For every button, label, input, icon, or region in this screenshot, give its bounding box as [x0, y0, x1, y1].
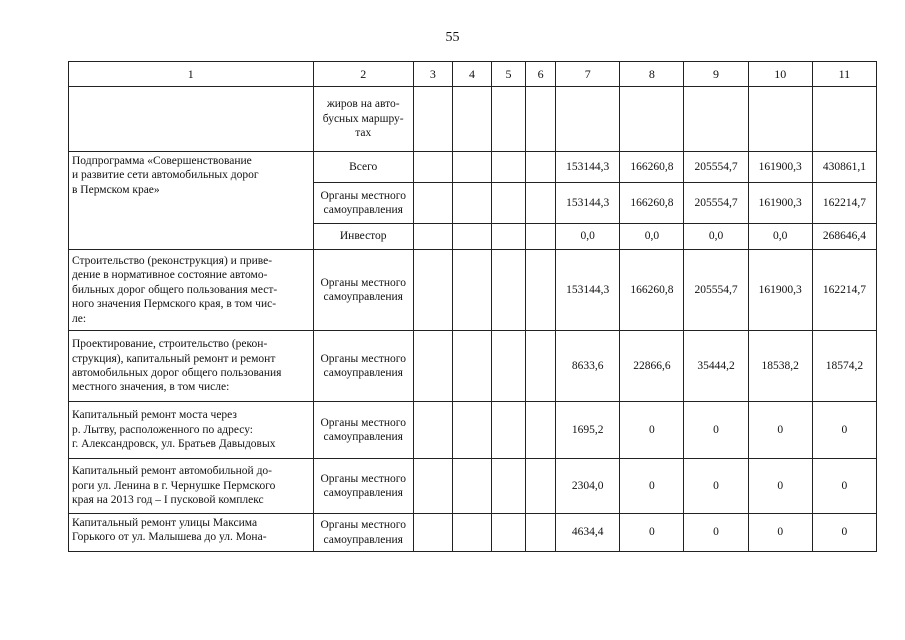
- source-cell: Органы местного самоуправления: [313, 514, 413, 552]
- table-row: [69, 87, 877, 152]
- table-row: [69, 402, 877, 459]
- value-cell: 205554,7: [684, 183, 748, 224]
- value-cell: 35444,2: [684, 331, 748, 402]
- value-cell: 162214,7: [812, 183, 876, 224]
- table-row: [69, 250, 877, 331]
- value-cell: 0: [684, 459, 748, 514]
- col-header: 5: [492, 62, 526, 87]
- source-cell: Органы местного самоуправления: [313, 331, 413, 402]
- item-name: Капитальный ремонт моста через р. Лытву, расположенного по адресу: г. Александровск, ул. Братьев Давыдовых: [69, 402, 314, 459]
- table-row: [69, 459, 877, 514]
- col-header: 9: [684, 62, 748, 87]
- value-cell: 205554,7: [684, 250, 748, 331]
- value-cell: 0: [620, 402, 684, 459]
- item-name: Капитальный ремонт улицы Максима Горького от ул. Малышева до ул. Мона-: [69, 514, 314, 552]
- value-cell: 166260,8: [620, 152, 684, 183]
- value-cell: 166260,8: [620, 183, 684, 224]
- source-cell: жиров на авто- бусных маршру- тах: [313, 87, 413, 152]
- header-row: [69, 62, 877, 87]
- source-cell: Органы местного самоуправления: [313, 250, 413, 331]
- source-cell: Органы местного самоуправления: [313, 459, 413, 514]
- source-cell: Органы местного самоуправления: [313, 402, 413, 459]
- col-header: 6: [526, 62, 556, 87]
- col-header: 4: [452, 62, 491, 87]
- source-cell: Всего: [313, 152, 413, 183]
- value-cell: 161900,3: [748, 183, 812, 224]
- value-cell: 162214,7: [812, 250, 876, 331]
- value-cell: 0,0: [684, 224, 748, 250]
- source-cell: Органы местного самоуправления: [313, 183, 413, 224]
- value-cell: 268646,4: [812, 224, 876, 250]
- col-header: 10: [748, 62, 812, 87]
- value-cell: 0: [748, 459, 812, 514]
- value-cell: 153144,3: [556, 250, 620, 331]
- value-cell: 166260,8: [620, 250, 684, 331]
- item-name: Строительство (реконструкция) и приве- дение в нормативное состояние автомо- бильных дорог общего пользования мест- ного значения Пермского края, в том чис- ле:: [69, 250, 314, 331]
- col-header: 11: [812, 62, 876, 87]
- table-row: [69, 331, 877, 402]
- value-cell: 161900,3: [748, 152, 812, 183]
- value-cell: 22866,6: [620, 331, 684, 402]
- col-header: 2: [313, 62, 413, 87]
- value-cell: 4634,4: [556, 514, 620, 552]
- value-cell: 0: [812, 402, 876, 459]
- value-cell: 161900,3: [748, 250, 812, 331]
- value-cell: 0,0: [620, 224, 684, 250]
- value-cell: 0: [812, 459, 876, 514]
- value-cell: 0: [748, 514, 812, 552]
- page-number: 55: [445, 30, 460, 45]
- value-cell: 0: [812, 514, 876, 552]
- value-cell: 153144,3: [556, 183, 620, 224]
- value-cell: 205554,7: [684, 152, 748, 183]
- value-cell: 2304,0: [556, 459, 620, 514]
- col-header: 3: [413, 62, 452, 87]
- value-cell: 0,0: [748, 224, 812, 250]
- table-row: [69, 152, 877, 183]
- value-cell: 0: [620, 514, 684, 552]
- value-cell: 0: [620, 459, 684, 514]
- value-cell: 18538,2: [748, 331, 812, 402]
- value-cell: 0: [684, 514, 748, 552]
- item-name: Проектирование, строительство (рекон- струкция), капитальный ремонт и ремонт автомобильных дорог общего пользования местного значения, в том числе:: [69, 331, 314, 402]
- value-cell: 1695,2: [556, 402, 620, 459]
- budget-table: [68, 61, 877, 552]
- subprogram-name: Подпрограмма «Совершенствование и развитие сети автомобильных дорог в Пермском крае»: [69, 152, 314, 250]
- item-name: Капитальный ремонт автомобильной до- роги ул. Ленина в г. Чернушке Пермского края на 2013 год – I пусковой комплекс: [69, 459, 314, 514]
- col-header: 7: [556, 62, 620, 87]
- table-row: [69, 514, 877, 552]
- col-header: 1: [69, 62, 314, 87]
- col-header: 8: [620, 62, 684, 87]
- value-cell: 8633,6: [556, 331, 620, 402]
- value-cell: 430861,1: [812, 152, 876, 183]
- value-cell: 18574,2: [812, 331, 876, 402]
- value-cell: 153144,3: [556, 152, 620, 183]
- value-cell: 0: [748, 402, 812, 459]
- source-cell: Инвестор: [313, 224, 413, 250]
- value-cell: 0,0: [556, 224, 620, 250]
- value-cell: 0: [684, 402, 748, 459]
